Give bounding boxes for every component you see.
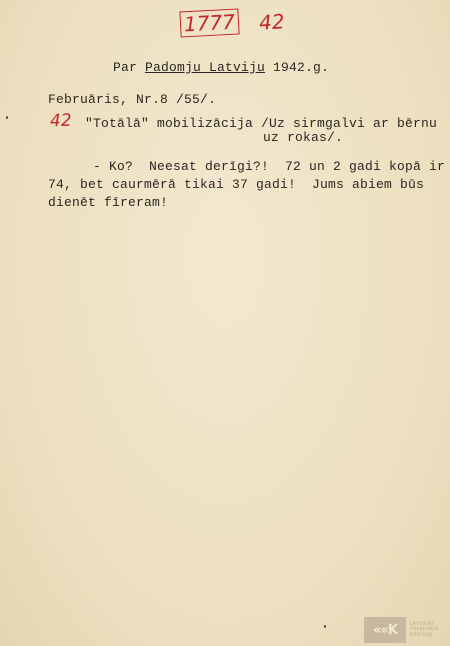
caption-line-2: uz rokas/. bbox=[263, 130, 344, 145]
margin-number-annotation: 42 bbox=[49, 110, 72, 132]
text-line-3: dienēt fīreram! bbox=[48, 195, 169, 210]
paper-speck bbox=[324, 625, 326, 628]
logo-line-1: LATVIEŠU bbox=[410, 621, 434, 627]
archive-number-stamp: 1777 bbox=[179, 8, 239, 37]
text-line-2: 74, bet caurmērā tikai 37 gadi! Jums abiem būs bbox=[48, 177, 425, 192]
caption-line-1: "Totālā" mobilizācija /Uz sirmgalvi ar bērnu bbox=[85, 116, 438, 131]
heading-newspaper-name: Padomju Latviju bbox=[145, 60, 266, 75]
paper-speck bbox=[6, 116, 8, 119]
document-heading bbox=[113, 60, 329, 75]
archive-logo bbox=[364, 617, 446, 643]
page-number-annotation: 42 bbox=[258, 9, 286, 35]
archive-logo-mark: ««K bbox=[364, 617, 406, 643]
archive-logo-text bbox=[410, 622, 439, 639]
heading-prefix: Par bbox=[113, 60, 146, 75]
logo-line-2: FOLKLORAS bbox=[410, 627, 440, 633]
logo-line-3: KRĀTUVE bbox=[410, 632, 433, 638]
text-line-1: - Ko? Neesat derīgi?! 72 un 2 gadi kopā ir bbox=[93, 159, 446, 174]
heading-year: 1942.g. bbox=[265, 60, 330, 75]
issue-line: Februāris, Nr.8 /55/. bbox=[48, 92, 217, 107]
